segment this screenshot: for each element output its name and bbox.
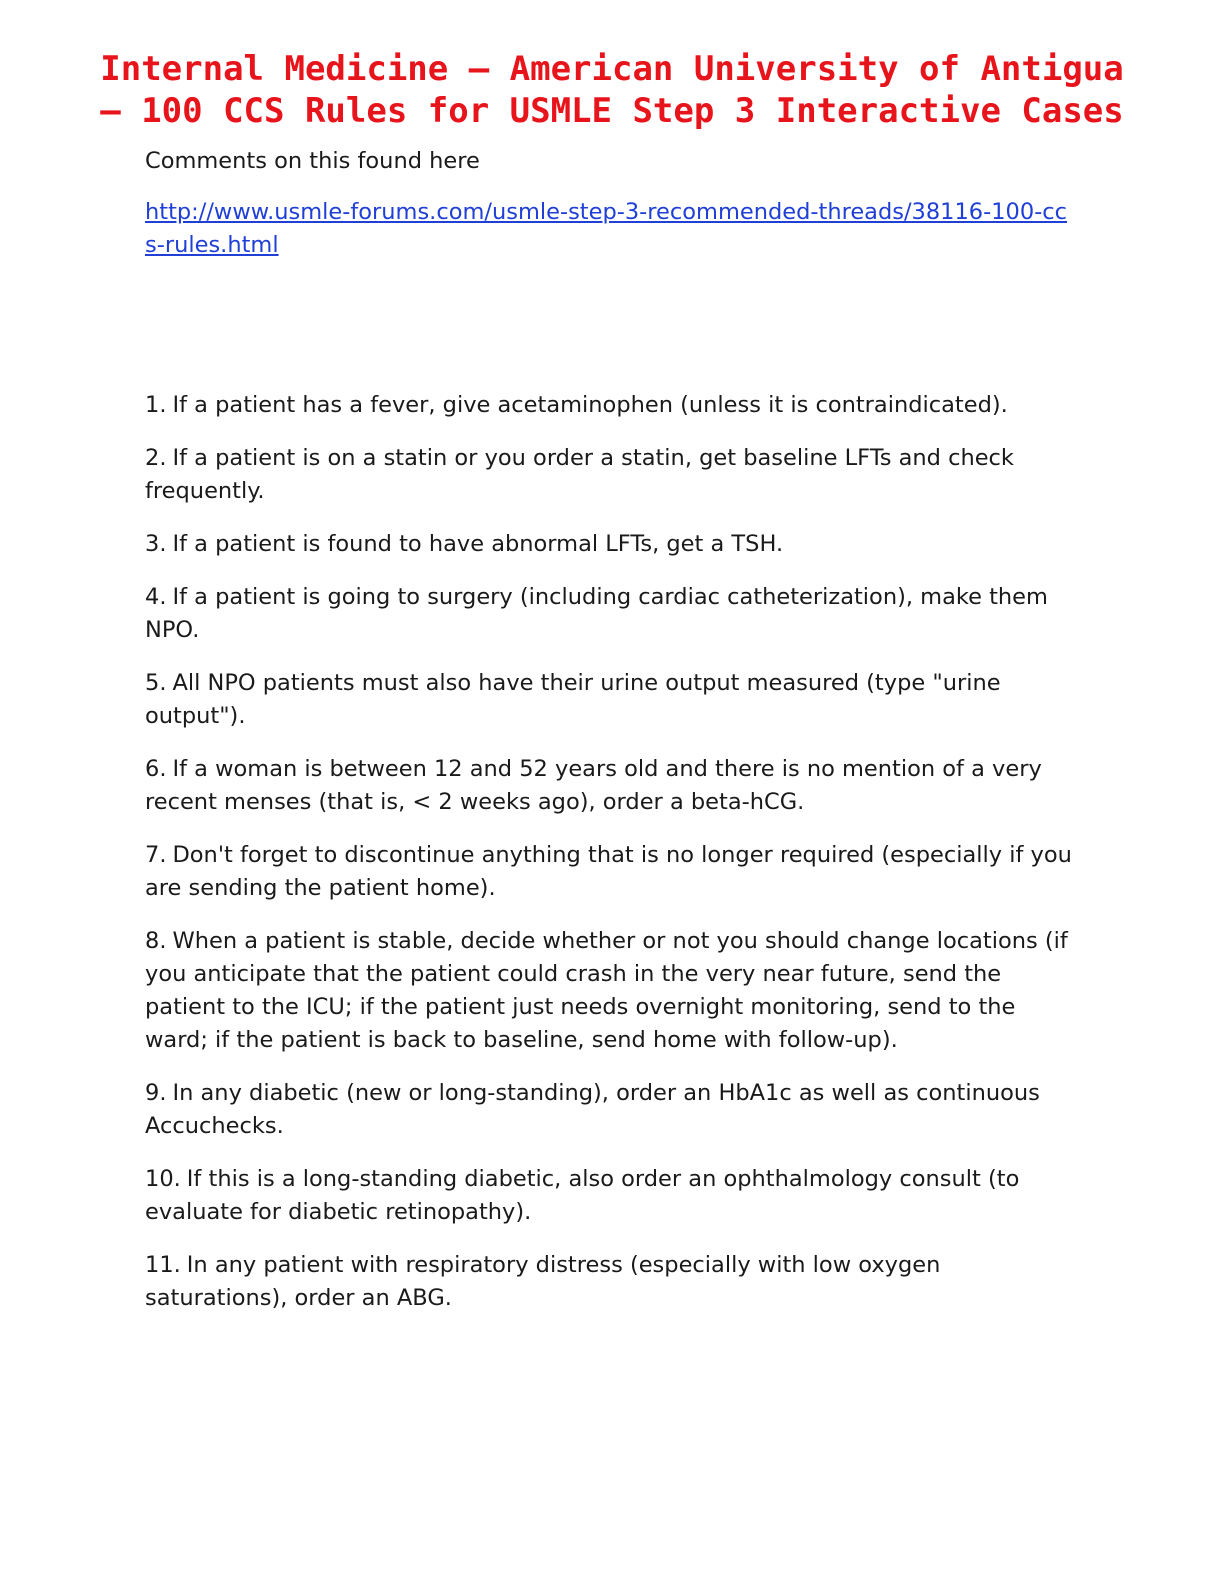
rule-item <box>145 1249 1075 1315</box>
rule-number: 2. <box>145 445 167 471</box>
rule-item <box>145 581 1075 647</box>
rule-number: 7. <box>145 842 167 868</box>
rule-text: If a patient is going to surgery (including cardiac catheterization), make them NPO. <box>145 584 1048 643</box>
rule-text: If a patient has a fever, give acetaminophen (unless it is contraindicated). <box>172 392 1008 418</box>
rule-text: In any patient with respiratory distress (especially with low oxygen saturations), order an ABG. <box>145 1252 941 1311</box>
rule-number: 1. <box>145 392 167 418</box>
rule-number: 3. <box>145 531 167 557</box>
rule-item <box>145 528 1075 561</box>
page-title <box>0 48 1224 132</box>
rule-text: If a patient is on a statin or you order a statin, get baseline LFTs and check frequently. <box>145 445 1014 504</box>
rule-text: If a patient is found to have abnormal LFTs, get a TSH. <box>172 531 784 557</box>
rule-item <box>145 753 1075 819</box>
rule-item <box>145 389 1075 422</box>
rule-item <box>145 1077 1075 1143</box>
page-title-line-1: Internal Medicine – American University of Antigua <box>100 49 1124 89</box>
rules-list <box>145 389 1075 1335</box>
rule-number: 6. <box>145 756 167 782</box>
rule-text: In any diabetic (new or long-standing), order an HbA1c as well as continuous Accuchecks. <box>145 1080 1040 1139</box>
rule-item <box>145 442 1075 508</box>
rule-number: 8. <box>145 928 167 954</box>
rule-text: If this is a long-standing diabetic, also order an ophthalmology consult (to evaluate for diabetic retinopathy). <box>145 1166 1020 1225</box>
rule-text: All NPO patients must also have their urine output measured (type "urine output"). <box>145 670 1001 729</box>
document-body <box>145 145 1075 1311</box>
rule-text: If a woman is between 12 and 52 years old and there is no mention of a very recent menses (that is, < 2 weeks ago), order a beta-hCG. <box>145 756 1042 815</box>
rule-number: 11. <box>145 1252 181 1278</box>
rule-number: 4. <box>145 584 167 610</box>
rule-item <box>145 1163 1075 1229</box>
page-title-line-2: – 100 CCS Rules for USMLE Step 3 Interactive Cases <box>100 91 1124 131</box>
rule-number: 5. <box>145 670 167 696</box>
rule-item <box>145 839 1075 905</box>
rule-number: 9. <box>145 1080 167 1106</box>
intro-text: Comments on this found here <box>145 148 480 174</box>
forum-link[interactable]: http://www.usmle-forums.com/usmle-step-3-recommended-threads/38116-100-ccs-rules.html <box>145 199 1068 258</box>
rule-text: When a patient is stable, decide whether or not you should change locations (if you anticipate that the patient could crash in the very near future, send the patient to the ICU; if the patient just needs overnight monitoring, send to the ward; if the patient is back to baseline, send home with follow-up). <box>145 928 1068 1053</box>
rule-number: 10. <box>145 1166 181 1192</box>
rule-item <box>145 667 1075 733</box>
rule-text: Don't forget to discontinue anything that is no longer required (especially if you are sending the patient home). <box>145 842 1072 901</box>
rule-item <box>145 925 1075 1057</box>
